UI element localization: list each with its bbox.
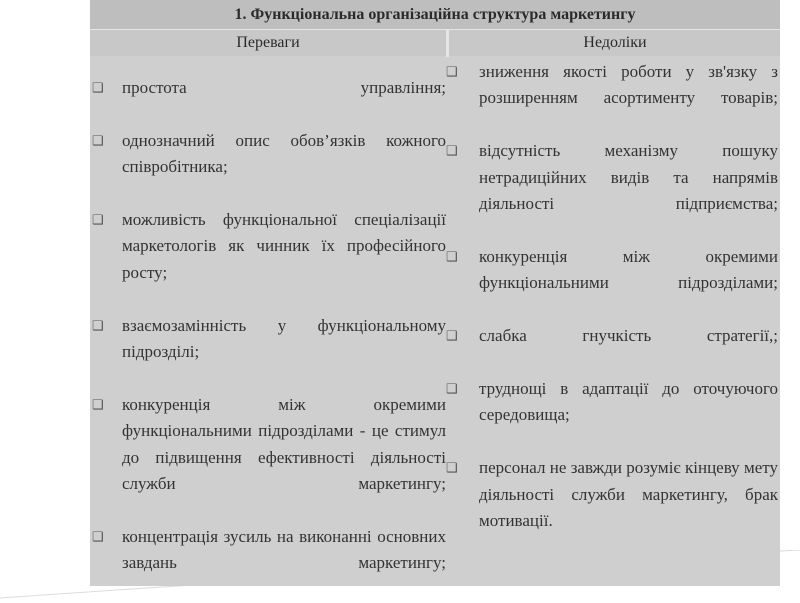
square-bullet-icon: ❑ — [446, 460, 458, 476]
list-item — [90, 313, 446, 392]
square-bullet-icon: ❑ — [92, 212, 104, 228]
advantage-text: однозначний опис обов’язків кожного співробітника; — [122, 130, 446, 177]
list-item — [446, 455, 778, 561]
disadvantage-text: зниження якості роботи у зв'язку з розширенням асортименту товарів; — [479, 62, 778, 108]
comparison-table — [90, 0, 780, 586]
list-item — [90, 75, 446, 128]
list-item — [90, 524, 446, 603]
list-item — [446, 244, 778, 323]
table-title: 1. Функціональна організаційна структура маркетингу — [90, 0, 780, 30]
disadvantage-text: персонал не завжди розуміє кінцеву мету діяльності служби маркетингу, брак мотивації. — [479, 458, 778, 530]
square-bullet-icon: ❑ — [446, 328, 458, 344]
list-item — [446, 59, 778, 138]
square-bullet-icon: ❑ — [446, 380, 458, 396]
header-advantages: Переваги — [236, 34, 300, 51]
square-bullet-icon: ❑ — [446, 64, 458, 79]
square-bullet-icon: ❑ — [92, 317, 104, 333]
list-item — [446, 323, 778, 376]
header-disadvantages: Недоліки — [583, 34, 647, 51]
disadvantage-text: конкуренція між окремими функціональними підрозділами; — [479, 246, 778, 293]
list-item — [446, 138, 778, 244]
advantage-text: простота управління; — [122, 78, 446, 97]
disadvantage-text: труднощі в адаптації до оточуючого середовища; — [479, 378, 778, 425]
square-bullet-icon: ❑ — [446, 248, 458, 264]
square-bullet-icon: ❑ — [92, 132, 104, 148]
list-item — [90, 392, 446, 524]
disadvantage-text: слабка гнучкість стратегії,; — [479, 326, 778, 346]
square-bullet-icon: ❑ — [92, 528, 104, 544]
table-header-row — [90, 30, 780, 56]
square-bullet-icon: ❑ — [92, 80, 104, 95]
list-item — [446, 376, 778, 455]
advantage-text: взаємозамінність у функціональному підрозділі; — [122, 315, 446, 362]
advantage-text: конкуренція між окремими функціональними підрозділами - це стимул до підвищення ефективності діяльності служби маркетингу; — [122, 394, 446, 494]
square-bullet-icon: ❑ — [92, 396, 104, 412]
slide-margin — [0, 0, 90, 600]
table-body-row — [90, 57, 780, 586]
list-item — [90, 207, 446, 313]
advantages-list — [90, 75, 446, 603]
disadvantage-text: відсутність механізму пошуку нетрадиційних видів та напрямів діяльності підприємства; — [479, 141, 778, 214]
advantage-text: можливість функціональної спеціалізації маркетологів як чинник їх професійного росту; — [122, 210, 446, 282]
advantage-text: концентрація зусиль на виконанні основних завдань маркетингу; — [122, 526, 446, 573]
square-bullet-icon: ❑ — [446, 143, 458, 159]
list-item — [90, 128, 446, 207]
disadvantages-list — [446, 59, 778, 561]
